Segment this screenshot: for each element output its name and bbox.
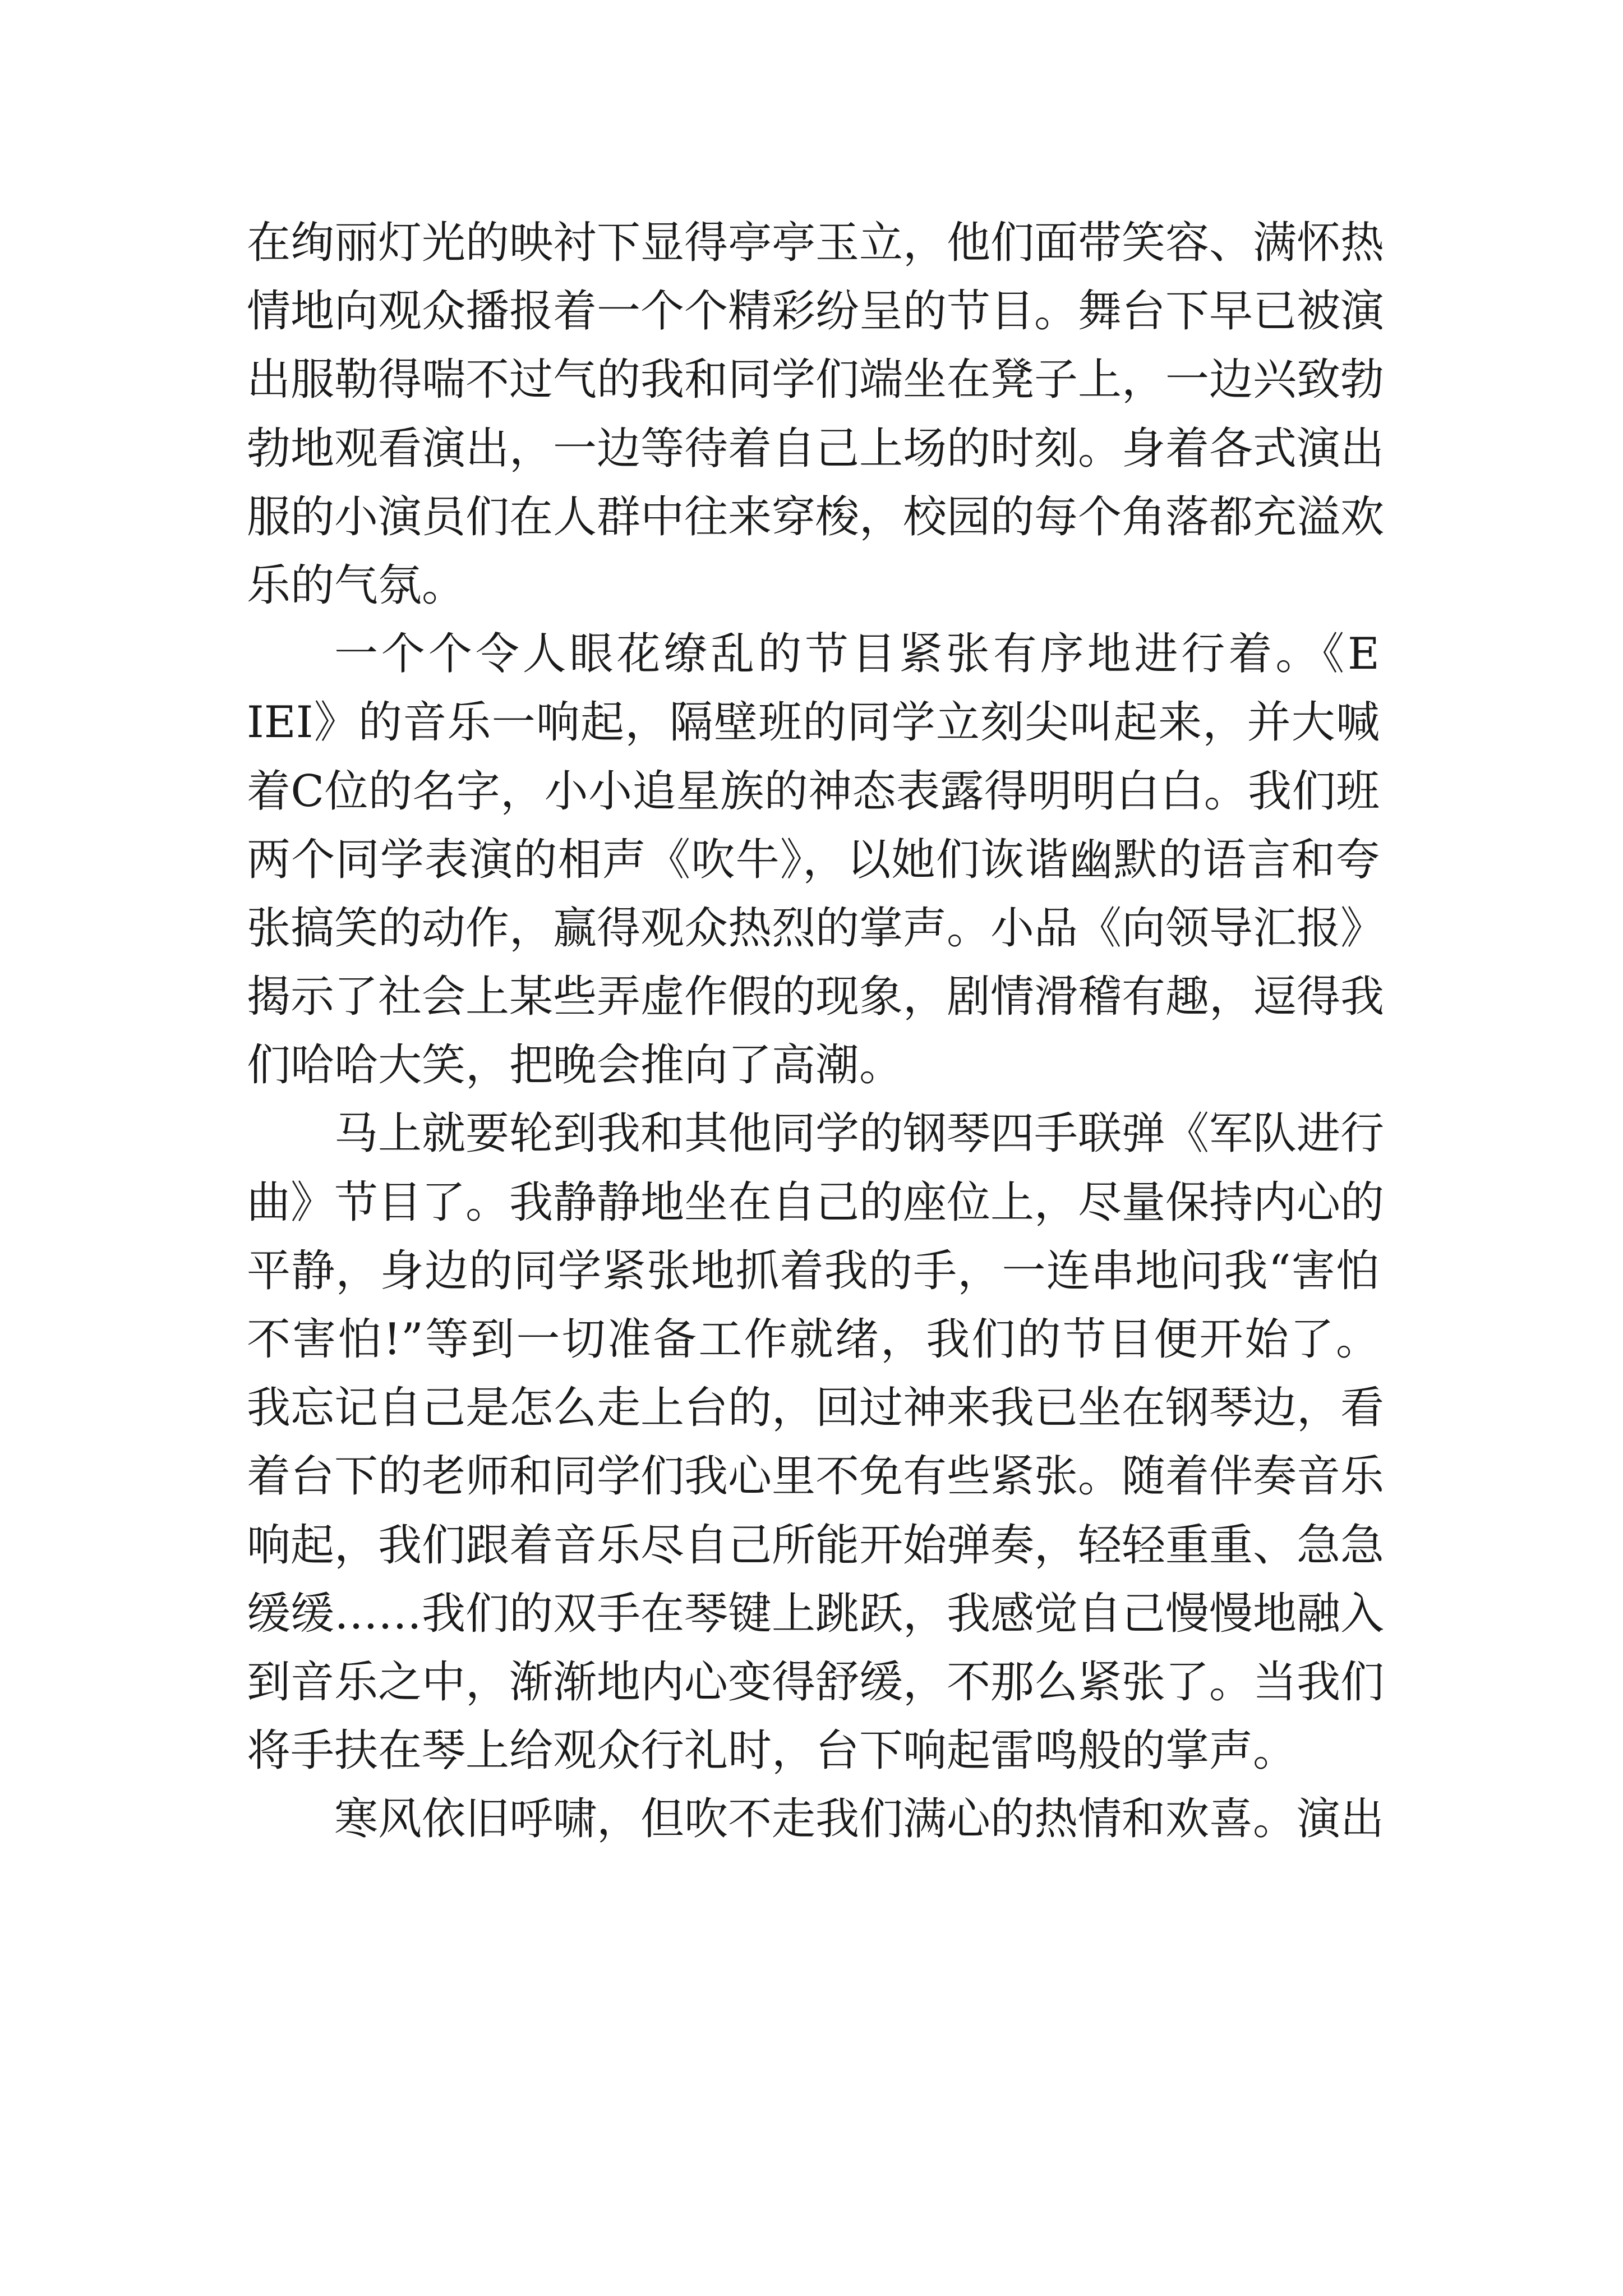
- text-line: IEI》的音乐一响起，隔壁班的同学立刻尖叫起来，并大喊: [247, 697, 1380, 748]
- text-line: 寒风依旧呼啸，但吹不走我们满心的热情和欢喜。演出: [334, 1794, 1385, 1845]
- text-line: 平静，身边的同学紧张地抓着我的手，一连串地问我“害怕: [247, 1245, 1380, 1296]
- text-line: 揭示了社会上某些弄虚作假的现象，剧情滑稽有趣，逗得我: [247, 972, 1385, 1023]
- text-line: 情地向观众播报着一个个精彩纷呈的节目。舞台下早已被演: [247, 286, 1385, 337]
- text-line: 服的小演员们在人群中往来穿梭，校园的每个角落都充溢欢: [247, 491, 1385, 542]
- text-line: 不害怕!”等到一切准备工作就绪，我们的节目便开始了。: [247, 1314, 1380, 1365]
- text-line: 乐的气氛。: [247, 560, 466, 611]
- text-line: 曲》节目了。我静静地坐在自己的座位上，尽量保持内心的: [247, 1177, 1385, 1228]
- text-line: 响起，我们跟着音乐尽自己所能开始弹奏，轻轻重重、急急: [247, 1520, 1385, 1571]
- text-line: 将手扶在琴上给观众行礼时，台下响起雷鸣般的掌声。: [247, 1726, 1297, 1777]
- body-text: [247, 209, 1385, 1854]
- text-line: 我忘记自己是怎么走上台的，回过神来我已坐在钢琴边，看: [247, 1383, 1385, 1434]
- text-line: 张搞笑的动作，赢得观众热烈的掌声。小品《向领导汇报》: [247, 903, 1385, 954]
- text-line: 马上就要轮到我和其他同学的钢琴四手联弹《军队进行: [334, 1108, 1385, 1159]
- text-line: 出服勒得喘不过气的我和同学们端坐在凳子上，一边兴致勃: [247, 355, 1385, 406]
- text-line: 到音乐之中，渐渐地内心变得舒缓，不那么紧张了。当我们: [247, 1657, 1385, 1708]
- text-line: 一个个令人眼花缭乱的节目紧张有序地进行着。《E: [334, 629, 1380, 680]
- text-line: 着C位的名字，小小追星族的神态表露得明明白白。我们班: [247, 766, 1380, 817]
- text-line: 们哈哈大笑，把晚会推向了高潮。: [247, 1040, 903, 1091]
- text-line: 两个同学表演的相声《吹牛》，以她们诙谐幽默的语言和夸: [247, 834, 1380, 885]
- text-line: 缓缓……我们的双手在琴键上跳跃，我感觉自己慢慢地融入: [247, 1588, 1385, 1639]
- text-line: 在绚丽灯光的映衬下显得亭亭玉立，他们面带笑容、满怀热: [247, 218, 1385, 268]
- text-line: 着台下的老师和同学们我心里不免有些紧张。随着伴奏音乐: [247, 1451, 1385, 1502]
- text-line: 勃地观看演出，一边等待着自己上场的时刻。身着各式演出: [247, 423, 1385, 474]
